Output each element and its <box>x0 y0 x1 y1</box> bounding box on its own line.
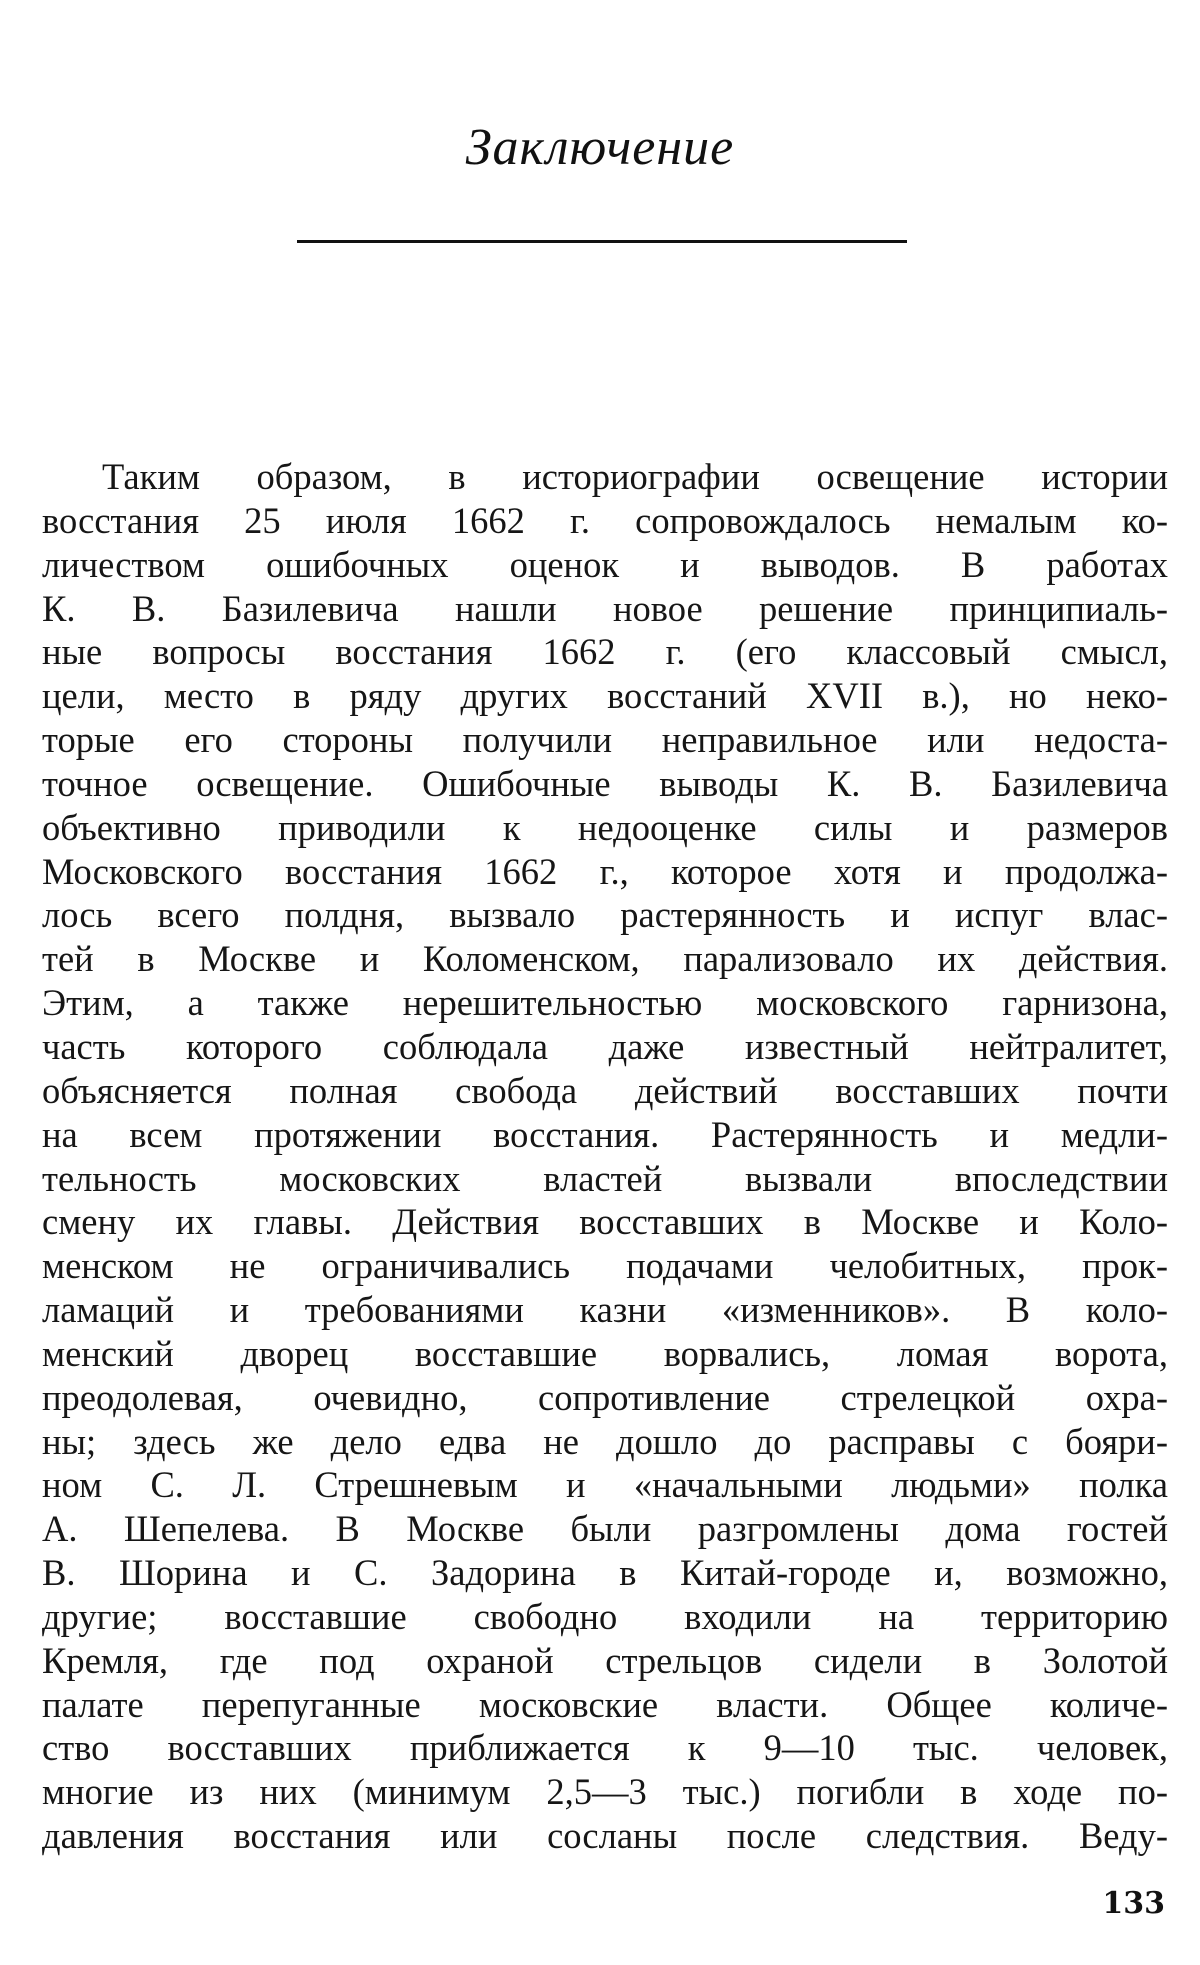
text-line: Московского восстания 1662 г., которое хотя и продолжа- <box>42 850 1168 892</box>
text-line: ны; здесь же дело едва не дошло до расправы с бояри- <box>42 1420 1168 1462</box>
body-paragraph <box>42 455 1168 1858</box>
text-line: К. В. Базилевича нашли новое решение принципиаль- <box>42 587 1168 629</box>
text-line: А. Шепелева. В Москве были разгромлены дома гостей <box>42 1508 1168 1550</box>
text-line: другие; восставшие свободно входили на территорию <box>42 1595 1168 1637</box>
text-line: В. Шорина и С. Задорина в Китай-городе и, возможно, <box>42 1552 1168 1594</box>
text-line: менском не ограничивались подачами челобитных, прок- <box>42 1245 1168 1287</box>
text-line: Этим, а также нерешительностью московского гарнизона, <box>42 982 1168 1024</box>
text-line: давления восстания или сосланы после следствия. Веду- <box>42 1815 1168 1857</box>
text-line: палате перепуганные московские власти. Общее количе- <box>42 1683 1168 1725</box>
text-line: цели, место в ряду других восстаний XVII в.), но неко- <box>42 675 1168 717</box>
text-line: ламаций и требованиями казни «изменников». В коло- <box>42 1289 1168 1331</box>
text-line: Таким образом, в историографии освещение истории <box>102 456 1168 497</box>
text-line: преодолевая, очевидно, сопротивление стрелецкой охра- <box>42 1376 1168 1418</box>
text-line: менский дворец восставшие ворвались, ломая ворота, <box>42 1332 1168 1374</box>
text-line: смену их главы. Действия восставших в Москве и Коло- <box>42 1201 1168 1243</box>
text-line: точное освещение. Ошибочные выводы К. В. Базилевича <box>42 762 1168 804</box>
chapter-title: Заключение <box>465 119 735 176</box>
text-line: ные вопросы восстания 1662 г. (его классовый смысл, <box>42 631 1168 673</box>
text-line: тельность московских властей вызвали впоследствии <box>42 1157 1168 1199</box>
text-line: лось всего полдня, вызвало растерянность и испуг влас- <box>42 894 1168 936</box>
text-line: на всем протяжении восстания. Растерянность и медли- <box>42 1113 1168 1155</box>
title-divider <box>297 240 907 243</box>
text-line: объективно приводили к недооценке силы и размеров <box>42 806 1168 848</box>
text-line: личеством ошибочных оценок и выводов. В работах <box>42 543 1168 585</box>
text-line: объясняется полная свобода действий восставших почти <box>42 1069 1168 1111</box>
text-line: ство восставших приближается к 9—10 тыс. человек, <box>42 1727 1168 1769</box>
text-line: торые его стороны получили неправильное или недоста- <box>42 719 1168 761</box>
text-line: многие из них (минимум 2,5—3 тыс.) погибли в ходе по- <box>42 1771 1168 1813</box>
text-line: Кремля, где под охраной стрельцов сидели в Золотой <box>42 1639 1168 1681</box>
text-line: ном С. Л. Стрешневым и «начальными людьми» полка <box>42 1464 1168 1506</box>
text-line: тей в Москве и Коломенском, парализовало их действия. <box>42 938 1168 980</box>
text-line: восстания 25 июля 1662 г. сопровождалось немалым ко- <box>42 499 1168 541</box>
page-number: 133 <box>1102 1886 1165 1921</box>
text-line: часть которого соблюдала даже известный нейтралитет, <box>42 1025 1168 1067</box>
